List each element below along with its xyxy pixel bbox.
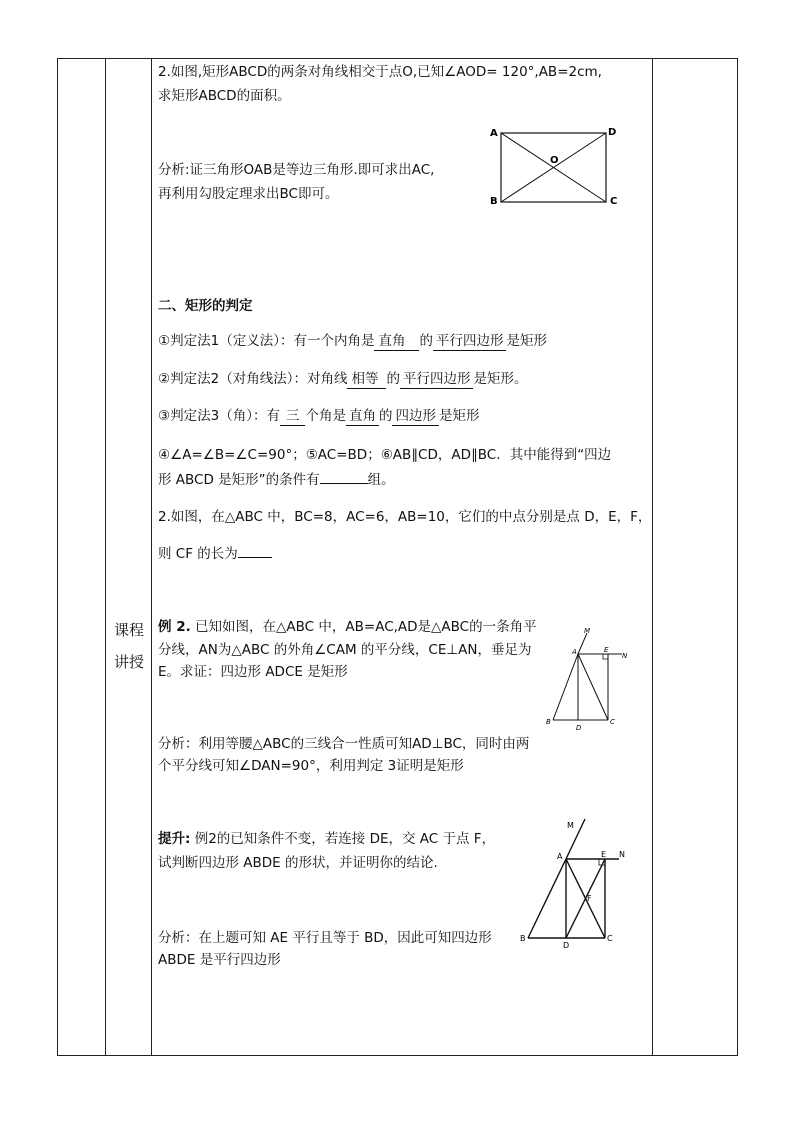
rectangle-diagram	[486, 124, 626, 214]
question2-line2: 则 CF 的长为	[158, 543, 272, 564]
quiz-line2: 形 ABCD 是矩形”的条件有 组。	[158, 469, 395, 490]
problem1-line2: 求矩形ABCD的面积。	[158, 88, 291, 104]
example2-line1: 例 2. 已知如图，在△ABC 中，AB=AC,AD是△ABC的一条角平	[158, 619, 537, 635]
extension-line1: 提升: 例2的已知条件不变，若连接 DE，交 AC 于点 F，	[158, 831, 496, 847]
column-divider	[652, 58, 653, 1056]
label-b: B	[490, 196, 498, 207]
method-1: ①判定法1（定义法）：有一个内角是 直角 的 平行四边形 是矩形	[158, 333, 547, 349]
example2-line2: 分线，AN为△ABC 的外角∠CAM 的平分线，CE⊥AN，垂足为	[158, 642, 532, 658]
parallelogram-diagram	[515, 815, 640, 955]
example2-line3: E。求证：四边形 ADCE 是矩形	[158, 664, 348, 680]
triangle-diagram	[540, 624, 640, 736]
label-a: A	[557, 852, 563, 861]
label-e: E	[604, 646, 609, 654]
label-c: C	[610, 196, 618, 207]
column-divider	[105, 58, 106, 1056]
section-heading: 二、矩形的判定	[158, 298, 253, 314]
label-d: D	[576, 724, 582, 732]
label-d: D	[563, 941, 570, 950]
quiz-line1: ④∠A=∠B=∠C=90°；⑤AC=BD；⑥AB∥CD，AD∥BC．其中能得到“四边	[158, 447, 612, 463]
extension-analysis2: ABDE 是平行四边形	[158, 952, 281, 968]
label-e: E	[601, 850, 607, 859]
answer-blank[interactable]	[320, 469, 368, 484]
label-a: A	[572, 648, 577, 656]
label-n: N	[619, 850, 625, 859]
method-2: ②判定法2（对角线法）：对角线 相等 的 平行四边形 是矩形。	[158, 371, 528, 387]
label-m: M	[584, 627, 591, 635]
method-3: ③判定法3（角）：有 三 个角是 直角 的 四边形 是矩形	[158, 408, 480, 424]
extension-analysis1: 分析：在上题可知 AE 平行且等于 BD，因此可知四边形	[158, 930, 492, 946]
label-o: O	[550, 155, 559, 166]
label-c: C	[610, 718, 615, 726]
label-d: D	[608, 127, 617, 138]
extension-line2: 试判断四边形 ABDE 的形状，并证明你的结论.	[158, 855, 438, 871]
problem1-analysis1: 分析:证三角形OAB是等边三角形.即可求出AC,	[158, 162, 435, 178]
label-c: C	[607, 934, 613, 943]
side-label: 课程 讲授	[113, 621, 144, 671]
label-f: F	[587, 894, 592, 903]
column-divider	[151, 58, 152, 1056]
answer-blank[interactable]	[238, 543, 272, 558]
label-n: N	[622, 652, 628, 660]
example2-analysis2: 个平分线可知∠DAN=90°，利用判定 3证明是矩形	[158, 758, 464, 774]
label-b: B	[546, 718, 551, 726]
label-b: B	[520, 934, 526, 943]
question2-line1: 2.如图，在△ABC 中，BC=8，AC=6，AB=10，它们的中点分别是点 D，E，F，	[158, 509, 652, 525]
problem1-analysis2: 再利用勾股定理求出BC即可。	[158, 186, 339, 202]
label-a: A	[490, 128, 498, 139]
problem1-line1: 2.如图,矩形ABCD的两条对角线相交于点O,已知∠AOD= 120°,AB=2cm,	[158, 64, 602, 80]
label-m: M	[567, 821, 574, 830]
example2-analysis1: 分析：利用等腰△ABC的三线合一性质可知AD⊥BC，同时由两	[158, 736, 530, 752]
